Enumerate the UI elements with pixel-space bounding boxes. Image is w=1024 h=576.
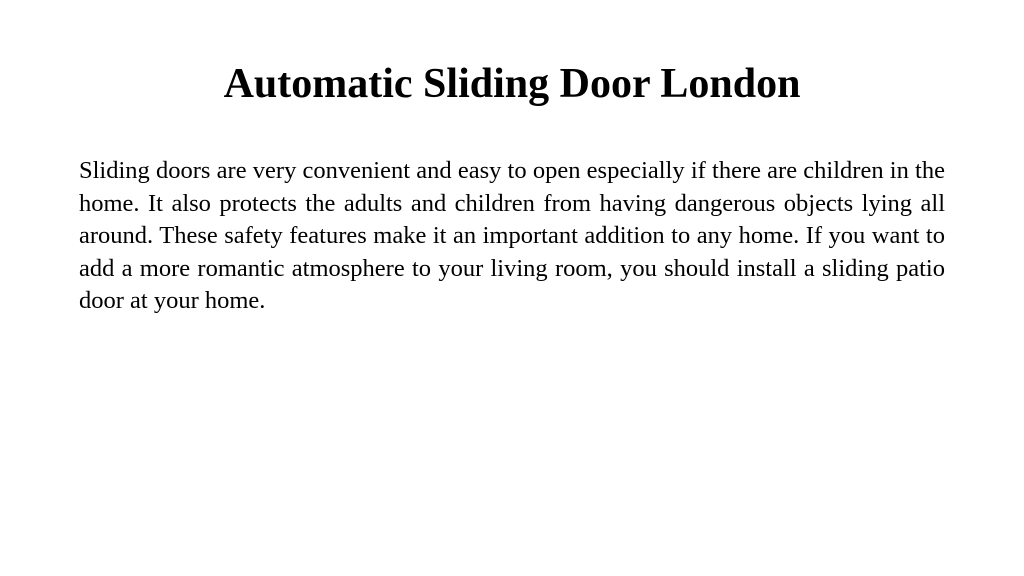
slide-title: Automatic Sliding Door London — [223, 61, 801, 107]
slide-body-text: Sliding doors are very convenient and easy to open especially if there are children in the home. It also protects the adults and children from having dangerous objects lying all around. These safety features make it an important addition to any home. If you want to add a more romantic atmosphere to your living room, you should install a sliding patio door at your home. — [79, 157, 945, 314]
